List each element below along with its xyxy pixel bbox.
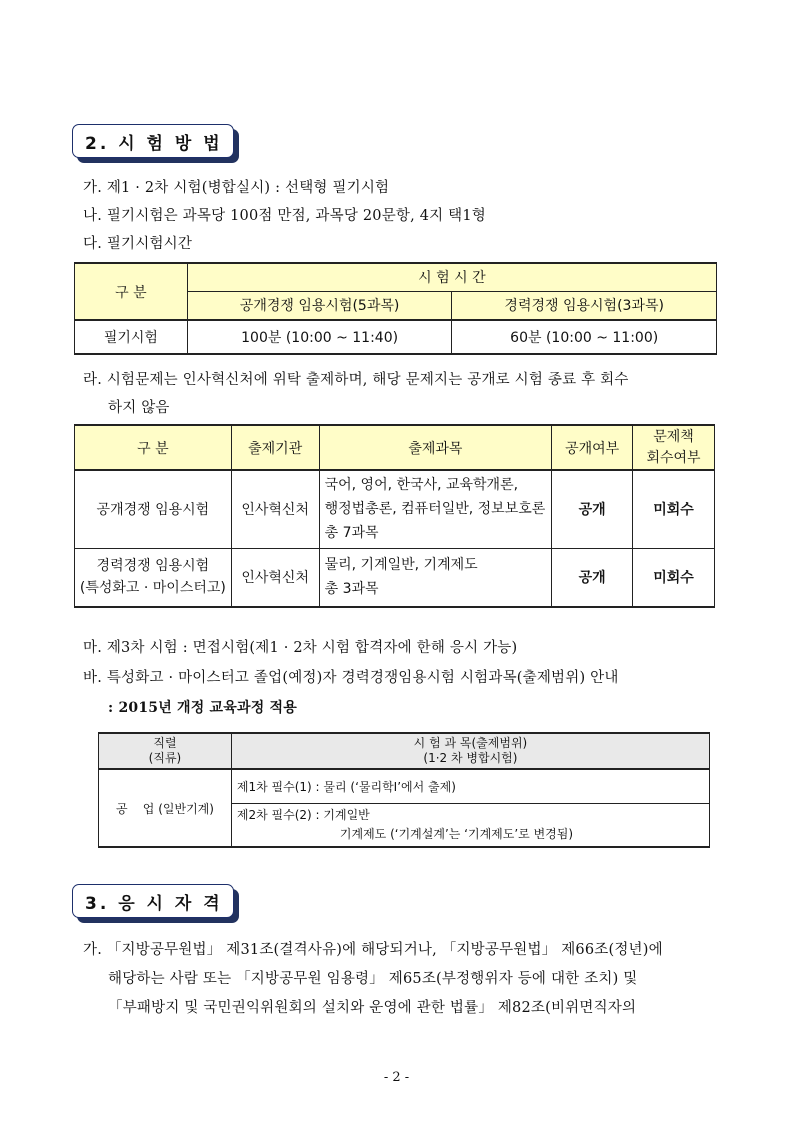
time-table-career-header: 경력경쟁 임용시험(3과목) (452, 291, 717, 320)
table-row (75, 470, 715, 548)
eligibility-line2: 해당하는 사람 또는 「지방공무원 임용령」 제65조(부정행위자 등에 대한 조치) 및 (108, 971, 638, 987)
exam-row-agency: 인사혁신처 (231, 470, 319, 548)
exam-row-collection: 미회수 (633, 548, 715, 607)
table-row (75, 548, 715, 607)
time-table-category-header: 구 분 (75, 263, 188, 320)
time-table-open-header: 공개경쟁 임용시험(5과목) (187, 291, 452, 320)
exam-row-type: 공개경쟁 임용시험 (75, 470, 232, 548)
subject-line: 국어, 영어, 한국사, 교육학개론, (324, 477, 519, 494)
time-table-group-header: 시 험 시 간 (187, 263, 716, 291)
item-ga: 가. 제1 · 2차 시험(병합실시) : 선택형 필기시험 (83, 180, 390, 196)
exam-row-subjects (319, 548, 552, 607)
subjects-header-line2: (1·2 차 병합시험) (423, 751, 518, 765)
item-ra-line2: 하지 않음 (108, 400, 170, 416)
page-number: - 2 - (383, 1070, 410, 1085)
subject-line: 물리, 기계일반, 기계제도 (324, 557, 478, 574)
item-na: 나. 필기시험은 과목당 100점 만점, 과목당 20문항, 4지 택1형 (83, 208, 487, 224)
exam-row-disclosure: 공개 (552, 548, 633, 607)
item-ba: 바. 특성화고 · 마이스터고 졸업(예정)자 경력경쟁임용시험 시험과목(출제범위) 안내 (83, 670, 619, 686)
item-ma: 마. 제3차 시험 : 면접시험(제1 · 2차 시험 합격자에 한해 응시 가능) (83, 640, 518, 656)
exam-table-header-subjects: 출제과목 (319, 425, 552, 470)
series-header-line1: 직렬 (153, 736, 177, 750)
exam-info-table (74, 424, 715, 608)
subject-line: 총 7과목 (324, 525, 379, 542)
subject-table-required-2 (231, 803, 709, 847)
exam-table-header-type: 구 분 (75, 425, 232, 470)
time-table-row-label: 필기시험 (75, 320, 188, 354)
item-da: 다. 필기시험시간 (83, 236, 193, 252)
type-line: 경력경쟁 임용시험 (96, 558, 210, 575)
exam-row-subjects (319, 470, 552, 548)
series-header-line2: (직류) (148, 751, 182, 765)
time-table-career-value: 60분 (10:00 ~ 11:00) (452, 320, 717, 354)
exam-table-header-disclosure: 공개여부 (552, 425, 633, 470)
curriculum-note: : 2015년 개정 교육과정 적용 (108, 700, 297, 716)
section-heading-text: 2. 시 험 방 법 (85, 133, 223, 154)
time-table-open-value: 100분 (10:00 ~ 11:40) (187, 320, 452, 354)
exam-row-agency: 인사혁신처 (231, 548, 319, 607)
section-heading-text: 3. 응 시 자 격 (85, 893, 223, 914)
exam-row-collection: 미회수 (633, 470, 715, 548)
section-heading-eligibility (72, 884, 234, 918)
eligibility-line3: 「부패방지 및 국민권익위원회의 설치와 운영에 관한 법률」 제82조(비위면직자의 (108, 1000, 637, 1016)
subject-table-required-1: 제1차 필수(1) : 물리 (‘물리학Ⅰ’에서 출제) (231, 769, 709, 803)
item-ra-line1: 라. 시험문제는 인사혁신처에 위탁 출제하며, 해당 문제지는 공개로 시험 종료 후 회수 (83, 372, 629, 388)
subject-scope-table (98, 732, 710, 848)
subject-line: 행정법총론, 컴퓨터일반, 정보보호론 (324, 501, 546, 518)
exam-table-header-collection (633, 425, 715, 470)
subject-line: 총 3과목 (324, 581, 379, 598)
eligibility-line1: 가. 「지방공무원법」 제31조(결격사유)에 해당되거나, 「지방공무원법」 제66조(정년)에 (83, 942, 663, 958)
required-2-line1: 제2차 필수(2) : 기계일반 (236, 807, 370, 822)
exam-row-type (75, 548, 232, 607)
exam-time-table (74, 262, 717, 355)
type-line: (특성화고 · 마이스터고) (79, 580, 226, 597)
exam-table-header-collection-line2: 회수여부 (646, 449, 701, 466)
subject-table-series: 공 업 (일반기계) (99, 769, 232, 847)
subject-table-header-series (99, 733, 232, 769)
subject-table-header-subjects (231, 733, 709, 769)
section-heading-exam-method (72, 124, 234, 158)
exam-row-disclosure: 공개 (552, 470, 633, 548)
required-2-line2: 기계제도 (‘기계설계’는 ‘기계제도’로 변경됨) (339, 826, 574, 841)
exam-table-header-collection-line1: 문제책 (653, 428, 694, 445)
subjects-header-line1: 시 험 과 목(출제범위) (413, 736, 528, 750)
exam-table-header-agency: 출제기관 (231, 425, 319, 470)
